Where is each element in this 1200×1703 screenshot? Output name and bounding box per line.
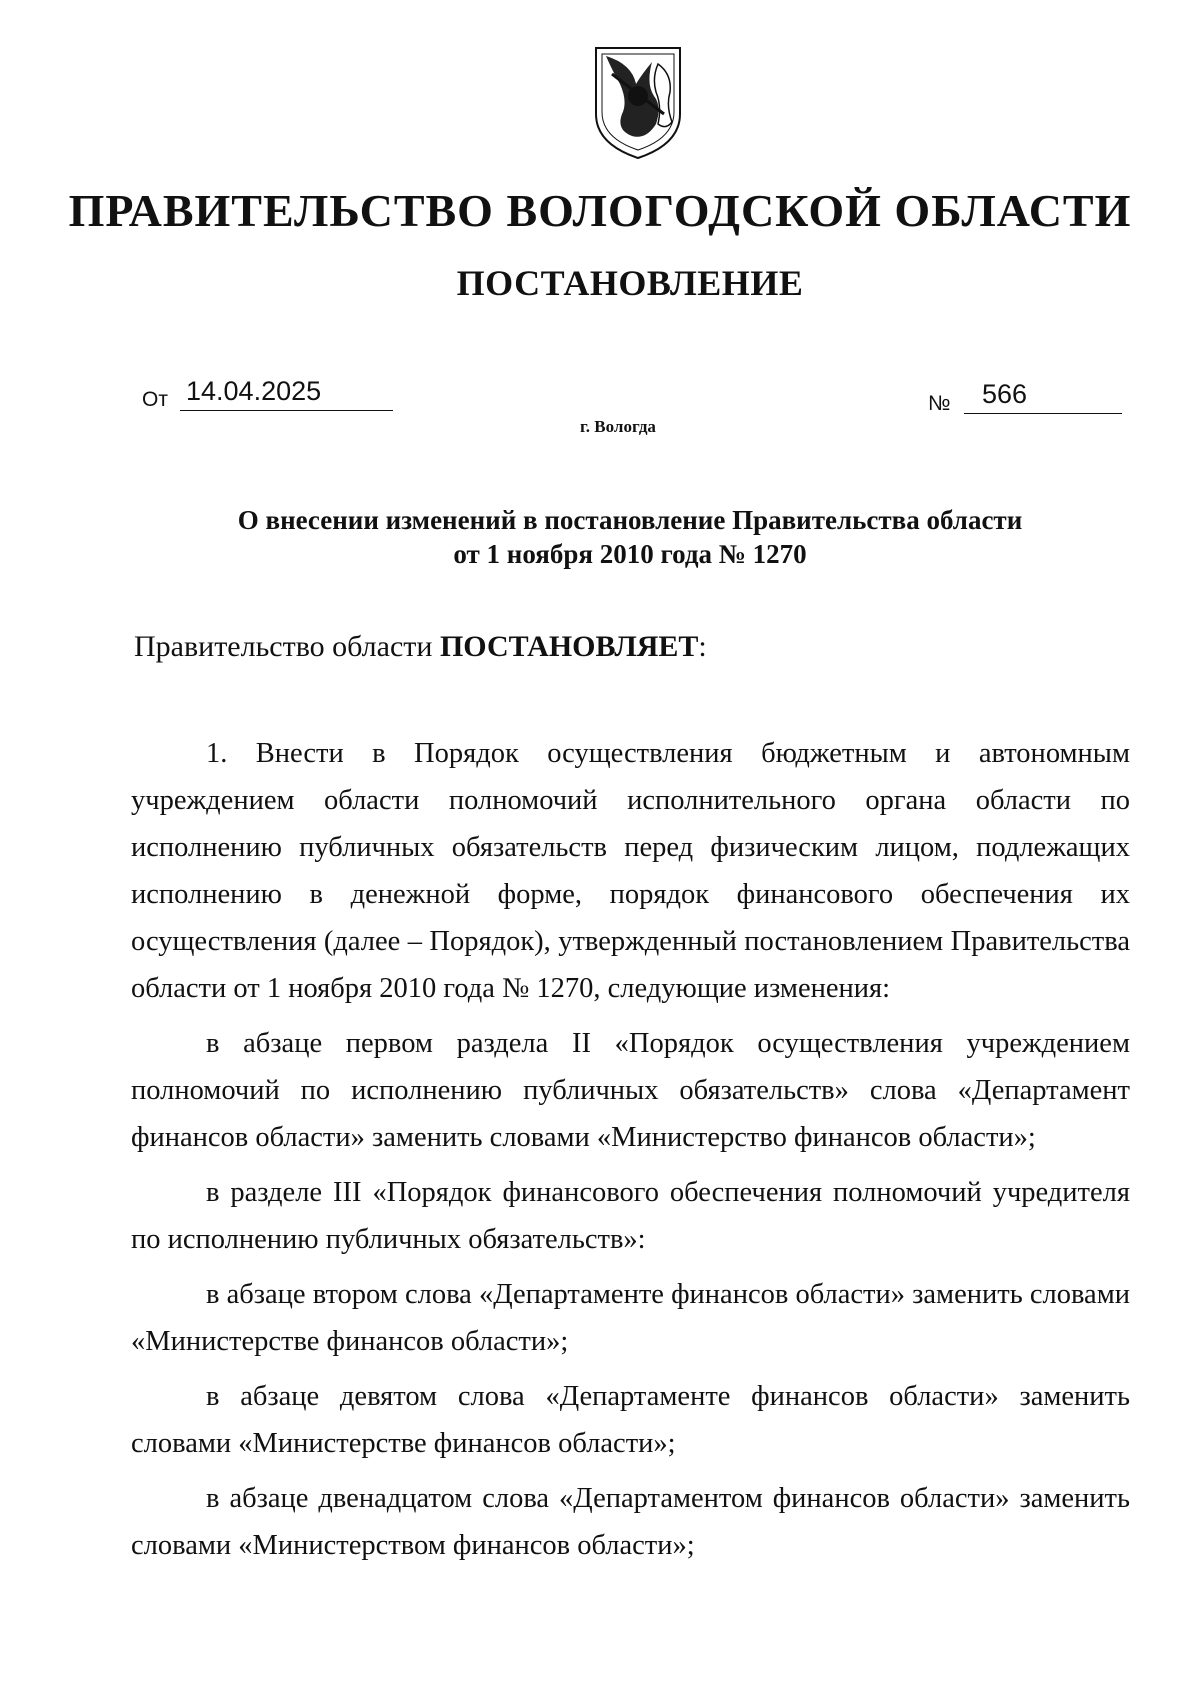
document-body xyxy=(131,730,1130,1577)
intro-suffix: : xyxy=(698,630,707,663)
organization-title: ПРАВИТЕЛЬСТВО ВОЛОГОДСКОЙ ОБЛАСТИ xyxy=(68,185,1132,236)
document-number: 566 xyxy=(964,380,1122,414)
subject-line-2: от 1 ноября 2010 года № 1270 xyxy=(453,539,807,569)
intro-emphasis: ПОСТАНОВЛЯЕТ xyxy=(439,630,699,663)
paragraph: в абзаце девятом слова «Департаменте финансов области» заменить словами «Министерстве финансов области»; xyxy=(131,1381,1130,1459)
paragraph: в абзаце двенадцатом слова «Департаментом финансов области» заменить словами «Министерством финансов области»; xyxy=(131,1483,1130,1561)
number-label: № xyxy=(928,392,951,415)
document-subject xyxy=(0,503,1200,571)
document-type-title: ПОСТАНОВЛЕНИЕ xyxy=(456,263,804,303)
city-label: г. Вологда xyxy=(580,417,656,436)
paragraph: в разделе III «Порядок финансового обеспечения полномочий учредителя по исполнению публичных обязательств»: xyxy=(131,1177,1130,1255)
resolution-intro xyxy=(134,630,707,664)
subject-line-1: О внесении изменений в постановление Правительства области xyxy=(237,505,1023,535)
document-date: 14.04.2025 xyxy=(180,377,393,411)
paragraph: в абзаце первом раздела II «Порядок осуществления учреждением полномочий по исполнению публичных обязательств» слова «Департамент финансов области» заменить словами «Министерство финансов области»; xyxy=(131,1028,1130,1153)
paragraph: 1. Внести в Порядок осуществления бюджетным и автономным учреждением области полномочий исполнительного органа области по исполнению публичных обязательств перед физическим лицом, подлежащих исполнению в денежной форме, порядок финансового обеспечения их осуществления (далее – Порядок), утвержденный постановлением Правительства области от 1 ноября 2010 года № 1270, следующие изменения: xyxy=(131,738,1130,1004)
intro-text: Правительство области xyxy=(134,630,440,663)
date-label: От xyxy=(142,388,168,411)
coat-of-arms-icon xyxy=(592,44,684,162)
paragraph: в абзаце втором слова «Департаменте финансов области» заменить словами «Министерстве финансов области»; xyxy=(131,1279,1130,1357)
